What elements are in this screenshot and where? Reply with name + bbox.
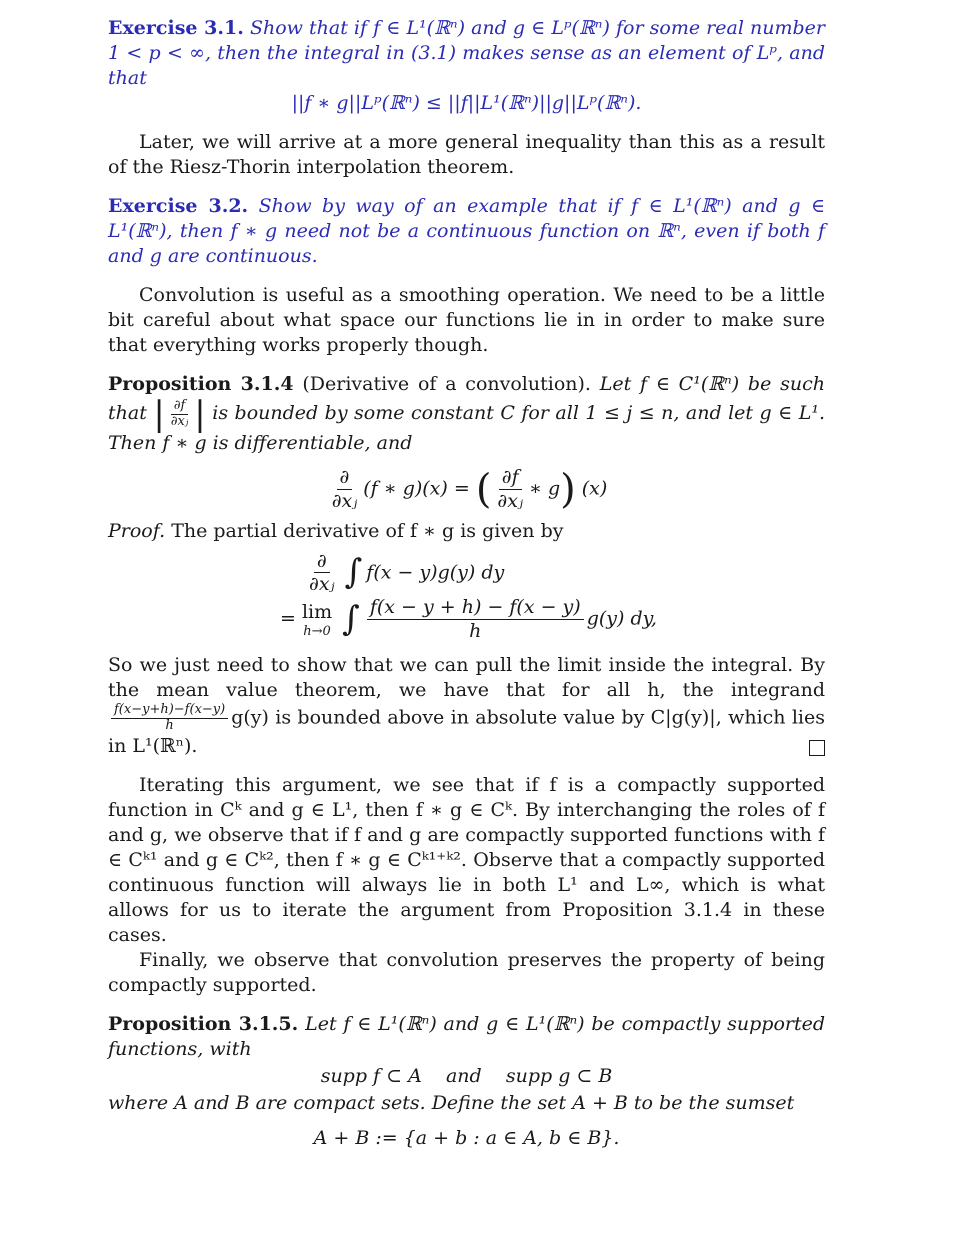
abs-bar-left: | [153,394,165,434]
proposition-3-1-4 [108,372,825,456]
integral-sign: ∫ [342,598,360,639]
lhs-rest: (f ∗ g)(x) = [363,477,470,500]
proof-label: Proof. [108,519,166,542]
paragraph-convolution: Convolution is useful as a smoothing operation. We need to be a little bit careful about what space our functions lie in in order to make sure that everything works properly though. [108,284,825,356]
limit-word: lim [301,601,333,624]
fraction-numerator: ∂f [499,466,522,490]
proposition-3-1-4-text2: is bounded by some constant C for all 1 ≤ j ≤ n, and let g ∈ L¹. Then f ∗ g is differentiable, and [108,402,825,454]
proposition-3-1-4-title: (Derivative of a convolution). [302,373,591,395]
small-difference-quotient [111,703,228,734]
proof-equation-line-1 [108,550,825,597]
exercise-3-2-text: Show by way of an example that if f ∈ L¹(ℝⁿ) and g ∈ L¹(ℝⁿ), then f ∗ g need not be a continuous function on ℝⁿ, even if both f and g are continuous. [108,195,826,267]
exercise-3-2-label: Exercise 3.2. [108,195,249,217]
paren-left: ( [475,466,492,513]
page-content [108,16,825,1151]
proof-equation-line-2 [108,596,825,643]
fraction-denominator: ∂xⱼ [331,489,358,512]
exercise-3-1-label: Exercise 3.1. [108,17,244,39]
proposition-3-1-5 [108,1012,825,1062]
equals-sign: = [280,607,296,630]
abs-bar-right: | [194,394,206,434]
proof-intro [108,519,825,544]
sumset-definition: A + B := {a + b : a ∈ A, b ∈ B}. [313,1126,620,1149]
rhs-fraction [494,466,526,513]
partial-f-fraction [168,399,192,430]
proof-body [108,653,825,759]
exercise-3-1-formula: ||f ∗ g||Lᵖ(ℝⁿ) ≤ ||f||L¹(ℝⁿ)||g||Lᵖ(ℝⁿ). [291,92,642,114]
paragraph-finally: Finally, we observe that convolution preserves the property of being compactly supported. [108,948,825,996]
difference-quotient [367,596,584,643]
proposition-3-1-5-text: Let f ∈ L¹(ℝⁿ) and g ∈ L¹(ℝⁿ) be compactly supported functions, with [108,1012,826,1060]
fraction-denominator: h [165,717,174,733]
limit [302,600,332,638]
fraction-numerator: ∂ [314,550,330,574]
proposition-3-1-4-label: Proposition 3.1.4 [108,373,294,395]
fraction-numerator: ∂f [171,399,189,415]
qed-square-icon [809,740,825,756]
exercise-3-2 [108,194,825,269]
fraction-numerator: ∂ [337,466,353,490]
derivative-equation [108,466,825,513]
proof-intro-text: The partial derivative of f ∗ g is given by [171,519,564,542]
paren-right: ) [560,466,576,513]
paragraph-later: Later, we will arrive at a more general inequality than this as a result of the Riesz-Thorin interpolation theorem. [108,131,825,178]
limit-subscript: h→0 [303,624,331,640]
proposition-3-1-5-text2: where A and B are compact sets. Define the set A + B to be the sumset [108,1091,795,1114]
proof-body-1: So we just need to show that we can pull the limit inside the integral. By the mean value theorem, we have that for all h, the integrand [108,653,825,701]
integral-sign: ∫ [344,552,363,593]
proof-body-2: g(y) is bounded above in absolute value by C|g(y)|, which lies in L¹(ℝⁿ). [108,706,825,757]
fraction-denominator: ∂xⱼ [309,573,335,596]
fraction-denominator: ∂xⱼ [170,413,189,429]
partial-fraction [306,550,338,597]
lhs-fraction [329,466,361,513]
fraction-numerator: f(x−y+h)−f(x−y) [111,703,228,719]
exercise-3-1 [108,16,825,91]
integrand: f(x − y)g(y) dy [366,560,505,583]
paragraph-iterating: Iterating this argument, we see that if f is a compactly supported function in Cᵏ and g ∈ L¹, then f ∗ g ∈ Cᵏ. By interchanging the roles of f and g, we observe that if f and g are compactly supported functions with f ∈ Cᵏ¹ and g ∈ Cᵏ², then f ∗ g ∈ Cᵏ¹⁺ᵏ². Observe that a compactly supported continuous function will always lie in both L¹ and L∞, which is what allows for us to iterate the argument from Proposition 3.1.4 in these cases. [108,773,825,946]
fraction-denominator: h [469,619,482,642]
proposition-3-1-4-text1: Let f ∈ C¹(ℝⁿ) be such that [108,373,825,424]
exercise-3-1-text: Show that if f ∈ L¹(ℝⁿ) and g ∈ Lᵖ(ℝⁿ) for some real number 1 < p < ∞, then the integral in (3.1) makes sense as an element of Lᵖ, and that [108,17,825,89]
rhs-rest: ∗ g [528,477,561,500]
fraction-numerator: f(x − y + h) − f(x − y) [367,596,584,620]
support-condition: supp f ⊂ A and supp g ⊂ B [320,1064,613,1087]
integrand-tail: g(y) dy, [586,607,657,630]
rhs-tail: (x) [581,477,608,500]
fraction-denominator: ∂xⱼ [497,489,523,512]
proposition-3-1-5-label: Proposition 3.1.5. [108,1012,299,1035]
